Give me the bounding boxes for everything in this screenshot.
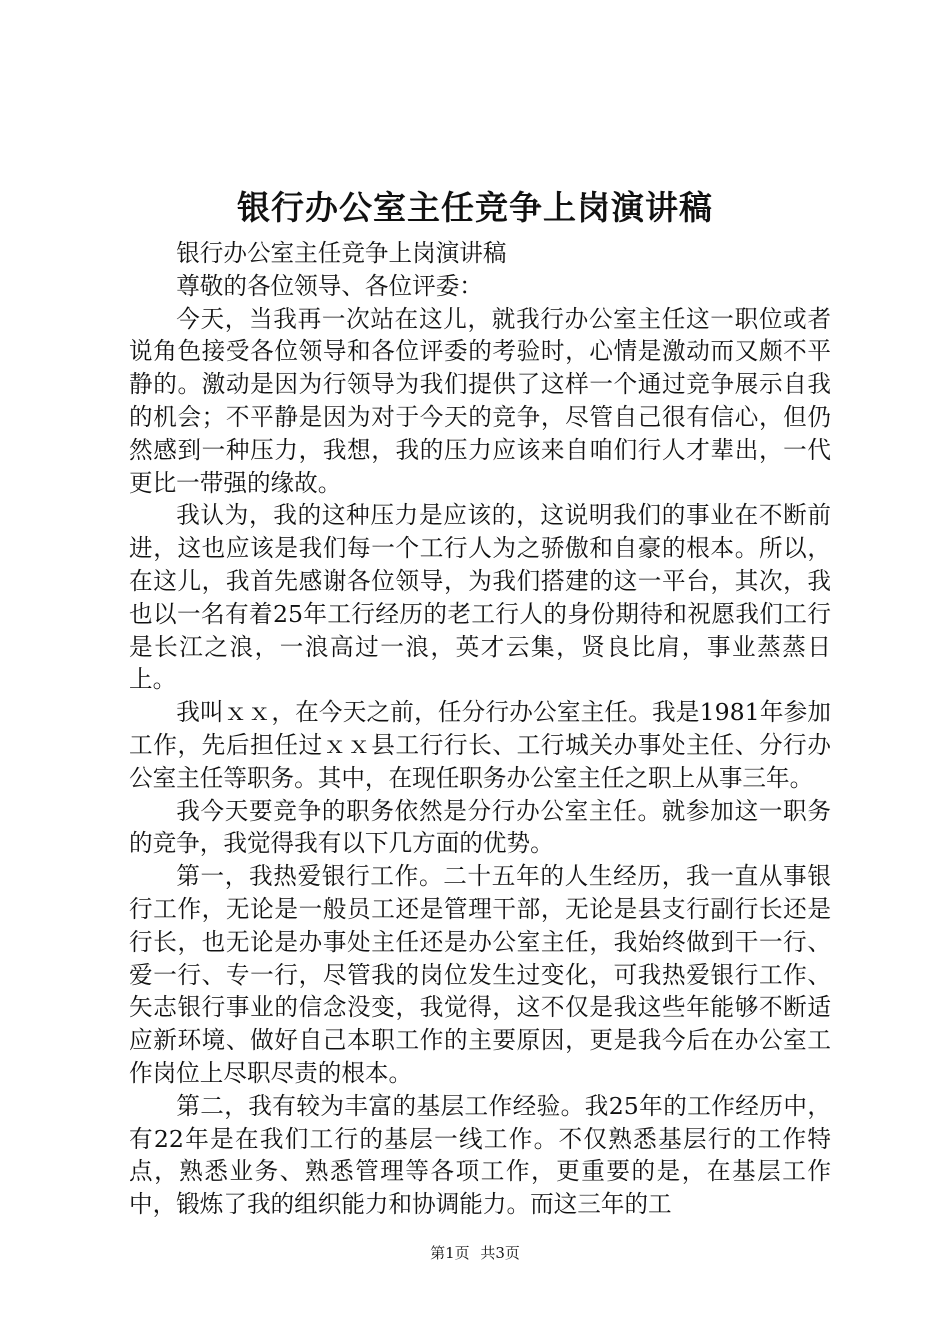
paragraph: 第一，我热爱银行工作。二十五年的人生经历，我一直从事银行工作，无论是一般员工还是管理干部，无论是县支行副行长还是行长，也无论是办事处主任还是办公室主任，我始终做到干一行、爱一行、专一行，尽管我的岗位发生过变化，可我热爱银行工作、矢志银行事业的信念没变，我觉得，这不仅是我这些年能够不断适应新环境、做好自己本职工作的主要原因，更是我今后在办公室工作岗位上尽职尽责的根本。 [129,862,831,1087]
paragraph: 我叫ｘｘ，在今天之前，任分行办公室主任。我是1981年参加工作，先后担任过ｘｘ县工行行长、工行城关办事处主任、分行办公室主任等职务。其中，在现任职务办公室主任之职上从事三年。 [129,698,831,792]
page-total: 共3页 [480,1244,520,1262]
paragraph: 尊敬的各位领导、各位评委： [176,271,483,300]
paragraph: 今天，当我再一次站在这儿，就我行办公室主任这一职位或者说角色接受各位领导和各位评委的考验时，心情是激动而又颇不平静的。激动是因为行领导为我们提供了这样一个通过竞争展示自我的机会；不平静是因为对于今天的竞争，尽管自己很有信心，但仍然感到一种压力，我想，我的压力应该来自咱们行人才辈出，一代更比一带强的缘故。 [129,304,831,497]
page-footer [0,1243,950,1263]
document-title: 银行办公室主任竞争上岗演讲稿 [237,188,713,227]
paragraph: 我认为，我的这种压力是应该的，这说明我们的事业在不断前进，这也应该是我们每一个工行人为之骄傲和自豪的根本。所以，在这儿，我首先感谢各位领导，为我们搭建的这一平台，其次，我也以一名有着25年工行经历的老工行人的身份期待和祝愿我们工行是长江之浪，一浪高过一浪，英才云集，贤良比肩，事业蒸蒸日上。 [129,501,831,694]
page-number: 第1页 [430,1244,470,1262]
document-body [129,237,831,1221]
paragraph: 第二，我有较为丰富的基层工作经验。我25年的工作经历中，有22年是在我们工行的基层一线工作。不仅熟悉基层行的工作特点，熟悉业务、熟悉管理等各项工作，更重要的是，在基层工作中，锻炼了我的组织能力和协调能力。而这三年的工 [129,1091,831,1219]
paragraph: 我今天要竞争的职务依然是分行办公室主任。就参加这一职务的竞争，我觉得我有以下几方面的优势。 [129,796,831,858]
paragraph: 银行办公室主任竞争上岗演讲稿 [176,239,507,267]
